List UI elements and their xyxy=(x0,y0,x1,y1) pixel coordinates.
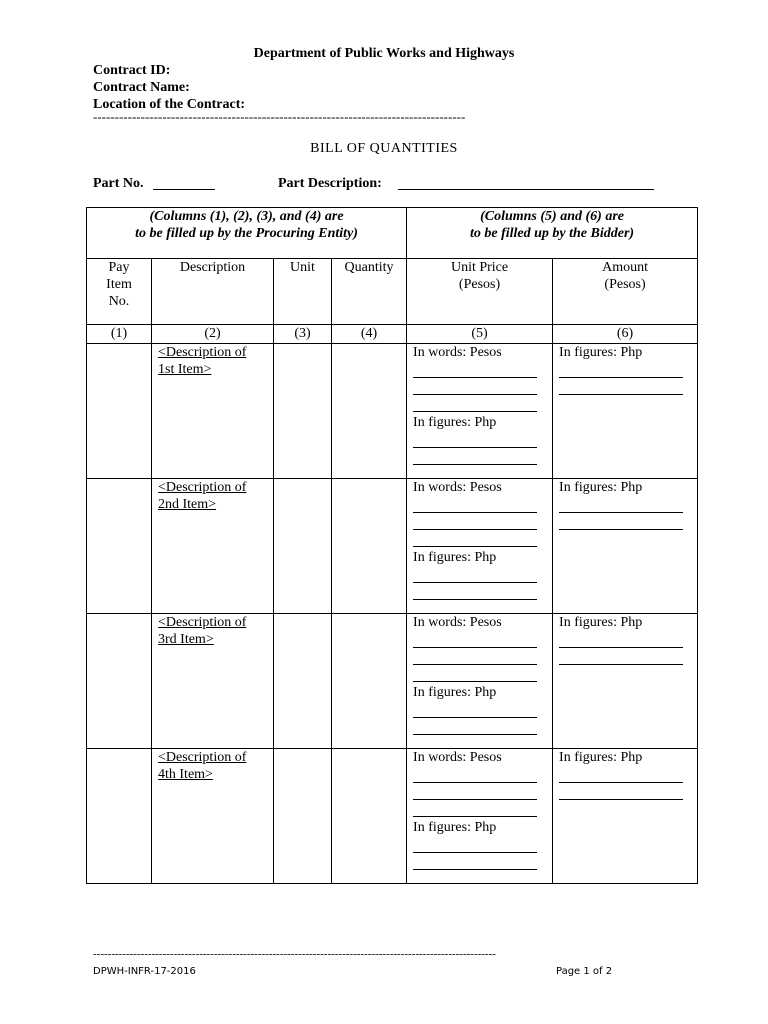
blank-line[interactable] xyxy=(413,395,537,412)
amount-header-line-1: Amount xyxy=(602,260,648,275)
blank-line[interactable] xyxy=(413,853,537,870)
quantity-cell[interactable] xyxy=(332,344,407,479)
contract-name-label: Contract Name: xyxy=(93,80,190,95)
unit-price-cell[interactable] xyxy=(407,614,553,749)
pay-item-header-line-1: Pay xyxy=(108,260,130,275)
quantity-cell[interactable] xyxy=(332,749,407,884)
in-figures-label: In figures: Php xyxy=(559,345,643,360)
in-figures-label: In figures: Php xyxy=(559,615,643,630)
blank-line[interactable] xyxy=(413,448,537,465)
table-row xyxy=(87,749,698,884)
department-title: Department of Public Works and Highways xyxy=(253,46,515,61)
blank-line[interactable] xyxy=(413,431,537,448)
item-description-line-2: 2nd Item> xyxy=(158,497,217,512)
page-number: Page 1 of 2 xyxy=(556,966,613,977)
unit-cell[interactable] xyxy=(274,749,332,884)
description-cell xyxy=(152,614,274,749)
unit-cell[interactable] xyxy=(274,344,332,479)
amount-cell[interactable] xyxy=(553,479,698,614)
column-number-1: (1) xyxy=(87,325,152,344)
blank-line[interactable] xyxy=(559,361,683,378)
unit-cell[interactable] xyxy=(274,479,332,614)
item-description-line-2: 4th Item> xyxy=(158,767,213,782)
table-row xyxy=(87,614,698,749)
blank-line[interactable] xyxy=(413,378,537,395)
part-description-line xyxy=(398,175,654,190)
column-number-3: (3) xyxy=(274,325,332,344)
table-row xyxy=(87,479,698,614)
location-label: Location of the Contract: xyxy=(93,97,246,112)
pay-item-header-line-3: No. xyxy=(108,294,130,309)
description-cell xyxy=(152,344,274,479)
description-cell xyxy=(152,749,274,884)
procuring-entity-note xyxy=(87,208,407,259)
blank-line[interactable] xyxy=(413,361,537,378)
amount-header-line-2: (Pesos) xyxy=(604,277,646,292)
quantity-cell[interactable] xyxy=(332,614,407,749)
blank-line[interactable] xyxy=(413,766,537,783)
in-figures-label: In figures: Php xyxy=(559,750,643,765)
pay-item-cell[interactable] xyxy=(87,479,152,614)
description-header: Description xyxy=(152,259,274,325)
in-words-label: In words: Pesos xyxy=(413,615,502,630)
blank-line[interactable] xyxy=(413,530,537,547)
blank-line[interactable] xyxy=(559,766,683,783)
column-number-4: (4) xyxy=(332,325,407,344)
unit-price-cell[interactable] xyxy=(407,344,553,479)
bidder-note xyxy=(407,208,698,259)
item-description-line-1: <Description of xyxy=(158,750,247,765)
blank-line[interactable] xyxy=(413,648,537,665)
contract-id-label: Contract ID: xyxy=(93,63,171,78)
amount-header xyxy=(553,259,698,325)
in-words-label: In words: Pesos xyxy=(413,345,502,360)
blank-line[interactable] xyxy=(413,836,537,853)
blank-line[interactable] xyxy=(413,665,537,682)
unit-price-header-line-2: (Pesos) xyxy=(458,277,501,292)
blank-line[interactable] xyxy=(413,783,537,800)
blank-line[interactable] xyxy=(559,378,683,395)
document-title: BILL OF QUANTITIES xyxy=(310,141,458,156)
description-cell xyxy=(152,479,274,614)
item-description-line-1: <Description of xyxy=(158,345,247,360)
quantity-cell[interactable] xyxy=(332,479,407,614)
unit-price-header-line-1: Unit Price xyxy=(450,260,509,275)
in-words-label: In words: Pesos xyxy=(413,480,502,495)
column-names-row xyxy=(87,259,698,325)
unit-cell[interactable] xyxy=(274,614,332,749)
blank-line[interactable] xyxy=(413,701,537,718)
blank-line[interactable] xyxy=(413,566,537,583)
in-figures-label: In figures: Php xyxy=(413,685,497,700)
bidder-note-line-1: (Columns (5) and (6) are xyxy=(480,209,624,224)
blank-line[interactable] xyxy=(559,496,683,513)
column-number-2: (2) xyxy=(152,325,274,344)
item-description-line-1: <Description of xyxy=(158,615,247,630)
in-figures-label: In figures: Php xyxy=(559,480,643,495)
column-number-6: (6) xyxy=(553,325,698,344)
in-words-label: In words: Pesos xyxy=(413,750,502,765)
in-figures-label: In figures: Php xyxy=(413,550,497,565)
item-description-line-2: 1st Item> xyxy=(158,362,212,377)
item-description-line-2: 3rd Item> xyxy=(158,632,214,647)
part-no-label: Part No. xyxy=(93,176,144,191)
blank-line[interactable] xyxy=(559,631,683,648)
footer-separator: -------------------------------------------------------------------------------------------------------------- xyxy=(93,948,496,960)
document-code: DPWH-INFR-17-2016 xyxy=(93,966,196,977)
blank-line[interactable] xyxy=(413,513,537,530)
blank-line[interactable] xyxy=(413,718,537,735)
unit-price-cell[interactable] xyxy=(407,749,553,884)
part-no-line xyxy=(153,175,215,190)
procuring-note-line-1: (Columns (1), (2), (3), and (4) are xyxy=(149,209,344,224)
blank-line[interactable] xyxy=(559,513,683,530)
column-number-5: (5) xyxy=(407,325,553,344)
in-figures-label: In figures: Php xyxy=(413,415,497,430)
bill-of-quantities-table xyxy=(86,207,698,884)
blank-line[interactable] xyxy=(413,800,537,817)
amount-cell[interactable] xyxy=(553,344,698,479)
pay-item-cell[interactable] xyxy=(87,344,152,479)
blank-line[interactable] xyxy=(559,648,683,665)
procuring-note-line-2: to be filled up by the Procuring Entity) xyxy=(135,226,358,241)
pay-item-cell[interactable] xyxy=(87,749,152,884)
amount-cell[interactable] xyxy=(553,749,698,884)
pay-item-header-line-2: Item xyxy=(106,277,132,292)
column-group-header-row xyxy=(87,208,698,259)
blank-line[interactable] xyxy=(413,496,537,513)
blank-line[interactable] xyxy=(559,783,683,800)
blank-line[interactable] xyxy=(413,583,537,600)
column-numbers-row xyxy=(87,325,698,344)
header-separator: -------------------------------------------------------------------------------------- xyxy=(93,109,466,124)
amount-cell[interactable] xyxy=(553,614,698,749)
in-figures-label: In figures: Php xyxy=(413,820,497,835)
unit-price-header xyxy=(407,259,553,325)
quantity-header: Quantity xyxy=(332,259,407,325)
blank-line[interactable] xyxy=(413,631,537,648)
pay-item-header xyxy=(87,259,152,325)
unit-price-cell[interactable] xyxy=(407,479,553,614)
item-description-line-1: <Description of xyxy=(158,480,247,495)
pay-item-cell[interactable] xyxy=(87,614,152,749)
unit-header: Unit xyxy=(274,259,332,325)
bidder-note-line-2: to be filled up by the Bidder) xyxy=(469,226,635,241)
table-row xyxy=(87,344,698,479)
part-description-label: Part Description: xyxy=(278,176,382,191)
